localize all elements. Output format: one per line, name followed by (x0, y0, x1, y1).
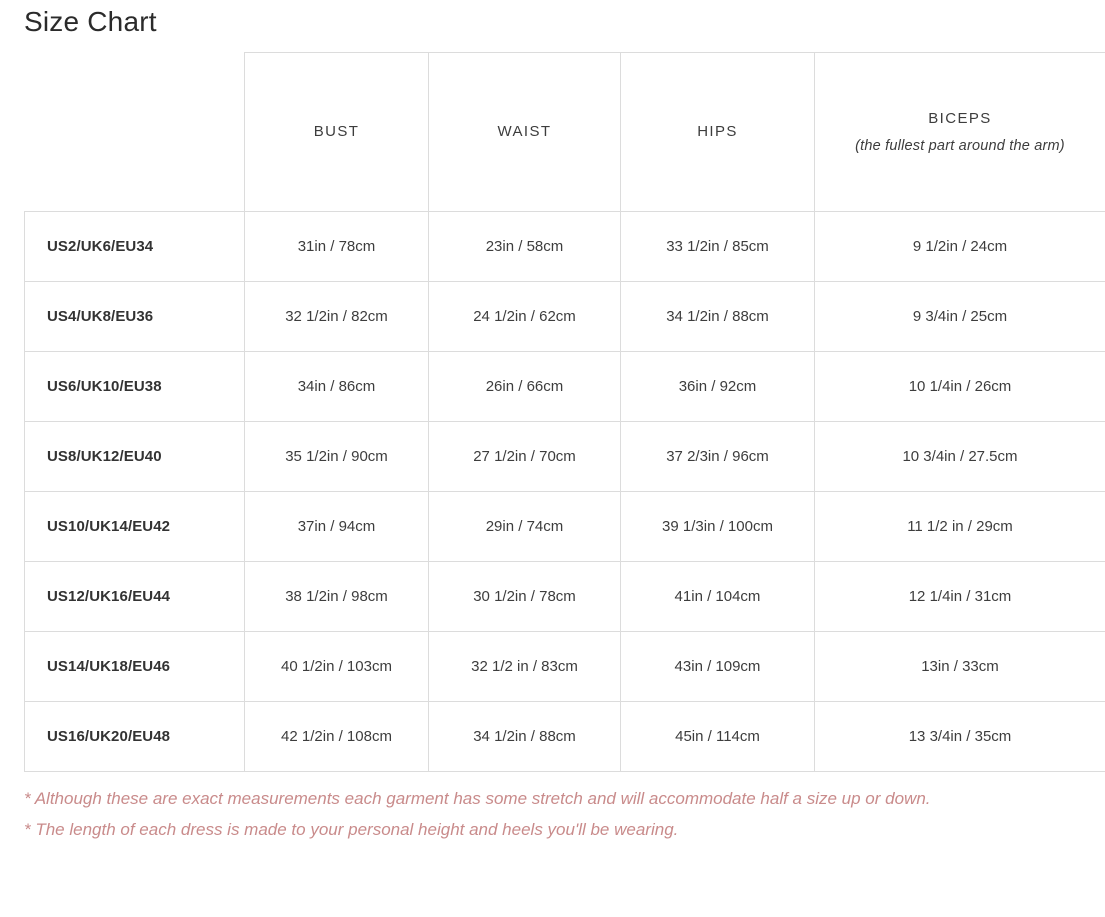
column-header-biceps-label: BICEPS (928, 110, 991, 127)
table-row (25, 282, 1105, 352)
cell-hips: 34 1/2in / 88cm (621, 282, 815, 352)
column-header-biceps (815, 53, 1105, 212)
cell-hips: 33 1/2in / 85cm (621, 212, 815, 282)
size-chart-table (24, 52, 1105, 772)
note-stretch: * Although these are exact measurements each garment has some stretch and will accommodate half a size up or down. (24, 786, 1099, 812)
cell-biceps: 9 1/2in / 24cm (815, 212, 1105, 282)
column-header-waist: WAIST (429, 53, 621, 212)
table-body (25, 212, 1105, 772)
cell-bust: 35 1/2in / 90cm (245, 422, 429, 492)
cell-waist: 29in / 74cm (429, 492, 621, 562)
header-row (25, 53, 1105, 212)
cell-waist: 27 1/2in / 70cm (429, 422, 621, 492)
cell-waist: 26in / 66cm (429, 352, 621, 422)
table-row (25, 702, 1105, 772)
cell-waist: 24 1/2in / 62cm (429, 282, 621, 352)
cell-waist: 23in / 58cm (429, 212, 621, 282)
table-row (25, 212, 1105, 282)
cell-biceps: 9 3/4in / 25cm (815, 282, 1105, 352)
cell-biceps: 10 3/4in / 27.5cm (815, 422, 1105, 492)
column-header-size (25, 53, 245, 212)
cell-bust: 40 1/2in / 103cm (245, 632, 429, 702)
cell-biceps: 12 1/4in / 31cm (815, 562, 1105, 632)
cell-biceps: 11 1/2 in / 29cm (815, 492, 1105, 562)
column-header-hips: HIPS (621, 53, 815, 212)
cell-hips: 41in / 104cm (621, 562, 815, 632)
cell-bust: 42 1/2in / 108cm (245, 702, 429, 772)
table-row (25, 562, 1105, 632)
row-size-label: US16/UK20/EU48 (25, 702, 245, 772)
cell-hips: 39 1/3in / 100cm (621, 492, 815, 562)
cell-biceps: 13in / 33cm (815, 632, 1105, 702)
table-row (25, 352, 1105, 422)
cell-hips: 45in / 114cm (621, 702, 815, 772)
row-size-label: US14/UK18/EU46 (25, 632, 245, 702)
cell-biceps: 10 1/4in / 26cm (815, 352, 1105, 422)
table-header (25, 53, 1105, 212)
table-row (25, 492, 1105, 562)
cell-bust: 31in / 78cm (245, 212, 429, 282)
cell-hips: 37 2/3in / 96cm (621, 422, 815, 492)
table-row (25, 632, 1105, 702)
row-size-label: US6/UK10/EU38 (25, 352, 245, 422)
cell-biceps: 13 3/4in / 35cm (815, 702, 1105, 772)
notes-section (24, 786, 1099, 844)
cell-hips: 36in / 92cm (621, 352, 815, 422)
table-row (25, 422, 1105, 492)
row-size-label: US4/UK8/EU36 (25, 282, 245, 352)
column-header-bust: BUST (245, 53, 429, 212)
cell-bust: 37in / 94cm (245, 492, 429, 562)
row-size-label: US12/UK16/EU44 (25, 562, 245, 632)
row-size-label: US8/UK12/EU40 (25, 422, 245, 492)
cell-bust: 32 1/2in / 82cm (245, 282, 429, 352)
row-size-label: US10/UK14/EU42 (25, 492, 245, 562)
note-length: * The length of each dress is made to your personal height and heels you'll be wearing. (24, 817, 1099, 843)
cell-bust: 34in / 86cm (245, 352, 429, 422)
cell-hips: 43in / 109cm (621, 632, 815, 702)
column-header-biceps-note: (the fullest part around the arm) (827, 136, 1093, 158)
size-chart-page (0, 6, 1105, 844)
cell-waist: 30 1/2in / 78cm (429, 562, 621, 632)
cell-waist: 34 1/2in / 88cm (429, 702, 621, 772)
page-title: Size Chart (24, 6, 1105, 38)
cell-waist: 32 1/2 in / 83cm (429, 632, 621, 702)
cell-bust: 38 1/2in / 98cm (245, 562, 429, 632)
row-size-label: US2/UK6/EU34 (25, 212, 245, 282)
